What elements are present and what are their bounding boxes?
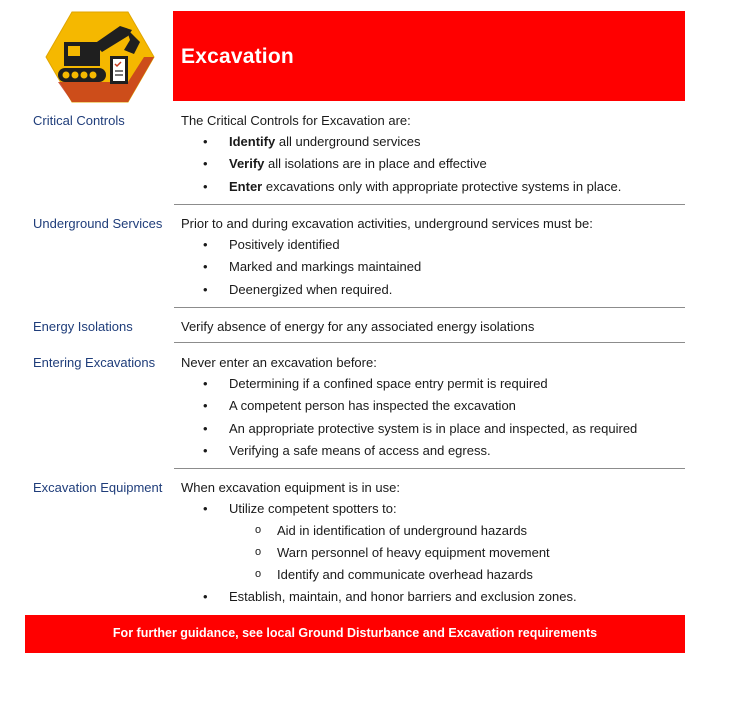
- bullet-icon: •: [203, 281, 208, 297]
- list-item: [181, 498, 685, 520]
- list-item-text: Verify all isolations are in place and effective: [229, 156, 487, 172]
- bullet-list: [181, 498, 685, 609]
- bullet-icon: •: [203, 237, 208, 252]
- list-item-text: Marked and markings maintained: [229, 259, 422, 275]
- list-item-text: Deenergized when required.: [229, 281, 393, 297]
- divider: [174, 342, 685, 343]
- section-intro: Verify absence of energy for any associated energy isolations: [181, 319, 535, 334]
- bullet-list: [181, 234, 685, 301]
- section-label: Critical Controls: [33, 113, 125, 128]
- section-label: Entering Excavations: [33, 355, 156, 370]
- list-item: [181, 279, 685, 301]
- footer-banner: [25, 615, 685, 653]
- divider: [174, 307, 685, 308]
- bullet-list: [181, 131, 685, 198]
- sub-list-item: [181, 542, 685, 564]
- list-item-text: Identify all underground services: [229, 134, 421, 149]
- sub-list-item-text: Identify and communicate overhead hazards: [277, 567, 533, 583]
- sub-list-item-text: Warn personnel of heavy equipment movement: [277, 545, 550, 561]
- list-item: [181, 418, 685, 440]
- list-item: [181, 256, 685, 278]
- section-label: Excavation Equipment: [33, 480, 163, 495]
- excavator-hexagon-icon: [44, 10, 156, 104]
- list-item: [181, 395, 685, 417]
- list-item-text: A competent person has inspected the excavation: [229, 398, 516, 414]
- section-intro: When excavation equipment is in use:: [181, 480, 400, 495]
- circle-bullet-icon: o: [255, 546, 262, 559]
- bullet-icon: •: [203, 398, 208, 414]
- bullet-icon: •: [203, 501, 208, 516]
- header-banner: [173, 11, 685, 101]
- list-item: [181, 176, 685, 198]
- circle-bullet-icon: o: [255, 524, 262, 537]
- sub-list-item: [181, 564, 685, 586]
- list-item-text: Determining if a confined space entry permit is required: [229, 376, 548, 391]
- section-label: Energy Isolations: [33, 319, 133, 334]
- section-intro: Prior to and during excavation activities, underground services must be:: [181, 216, 593, 231]
- page-title: Excavation: [181, 45, 294, 68]
- sub-list-item-text: Aid in identification of underground hazards: [277, 523, 528, 539]
- section-intro: The Critical Controls for Excavation are:: [181, 113, 411, 128]
- bullet-icon: •: [203, 420, 208, 436]
- list-item: [181, 586, 685, 608]
- footer-text: For further guidance, see local Ground Disturbance and Excavation requirements: [112, 626, 598, 640]
- sub-list-item: [181, 520, 685, 542]
- bullet-icon: •: [203, 156, 208, 172]
- list-item-text: Utilize competent spotters to:: [229, 501, 397, 516]
- bullet-icon: •: [203, 443, 208, 459]
- list-item: [181, 440, 685, 462]
- bullet-icon: •: [203, 589, 208, 605]
- list-item-text: Establish, maintain, and honor barriers and exclusion zones.: [229, 589, 577, 605]
- list-item: [181, 153, 685, 175]
- list-item: [181, 234, 685, 256]
- list-item-text: Enter excavations only with appropriate protective systems in place.: [229, 178, 622, 194]
- section-label: Underground Services: [33, 216, 163, 231]
- bullet-icon: •: [203, 376, 208, 391]
- divider: [174, 468, 685, 469]
- list-item: [181, 373, 685, 395]
- list-item: [181, 131, 685, 153]
- list-item-text: Positively identified: [229, 237, 340, 252]
- bullet-icon: •: [203, 134, 208, 149]
- list-item-text: Verifying a safe means of access and egress.: [229, 443, 491, 459]
- section-intro: Never enter an excavation before:: [181, 355, 377, 370]
- bullet-icon: •: [203, 259, 208, 275]
- bullet-icon: •: [203, 178, 208, 194]
- list-item-text: An appropriate protective system is in place and inspected, as required: [229, 420, 638, 436]
- divider: [174, 204, 685, 205]
- bullet-list: [181, 373, 685, 463]
- circle-bullet-icon: o: [255, 568, 262, 581]
